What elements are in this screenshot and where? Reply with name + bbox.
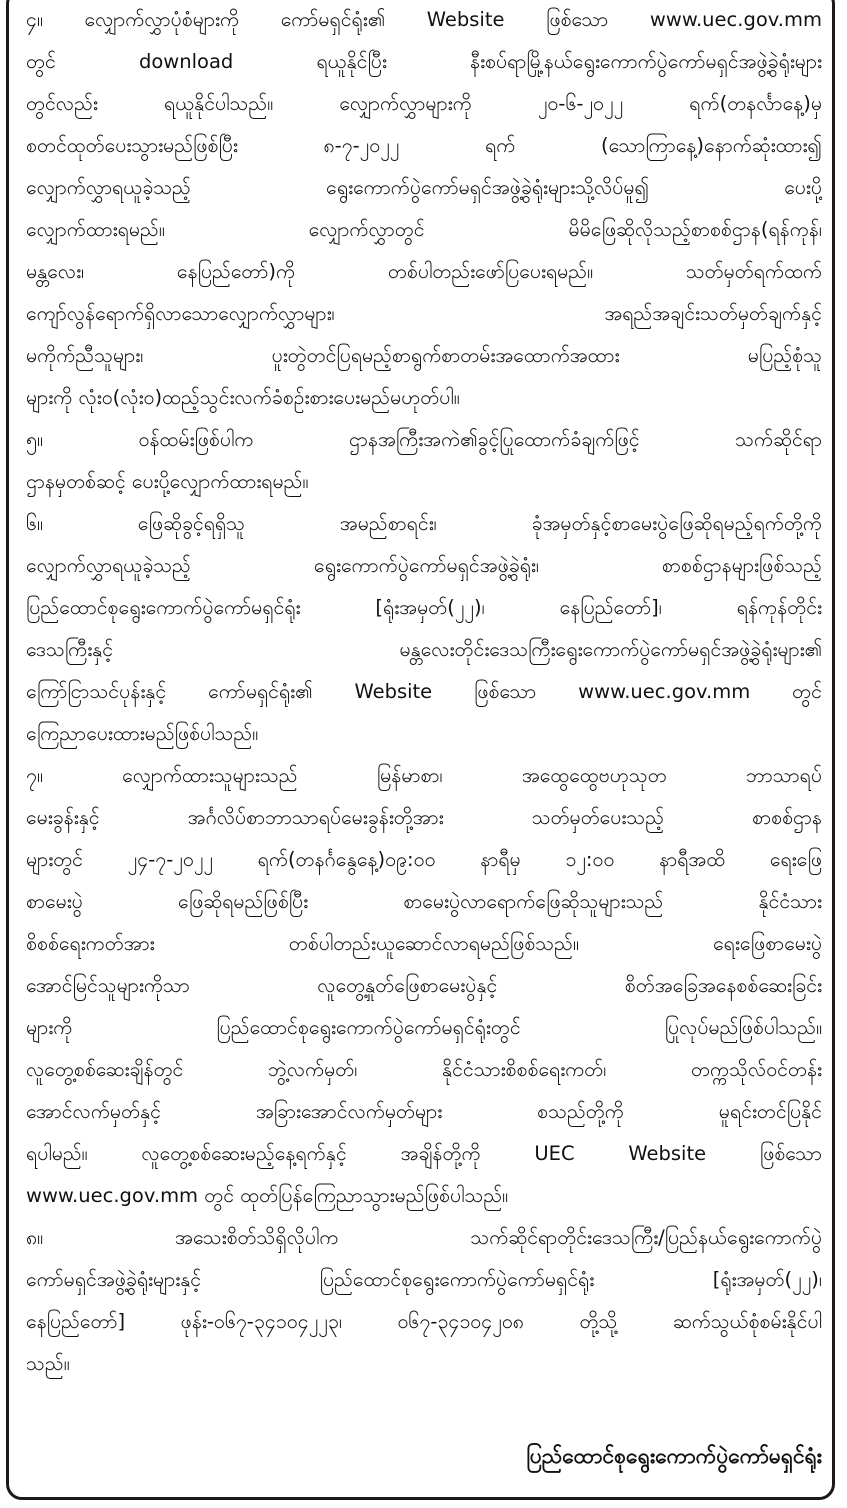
text-line: စိစစ်ရေးကတ်အား တစ်ပါတည်းယူဆောင်လာရမည်ဖြစ်သည်။ ရေးဖြေစာမေးပွဲ [26,932,822,955]
text-line: အောင်မြင်သူများကိုသာ လူတွေ့နှုတ်ဖြေစာမေးပွဲနှင့် စိတ်အခြေအနေစစ်ဆေးခြင်း [26,974,822,997]
text-line: နေပြည်တော်] ဖုန်း-၀၆၇-၃၄၁၀၄၂၂၃၊ ၀၆၇-၃၄၁၀၄၂၀၈ တို့သို့ ဆက်သွယ်စုံစမ်းနိုင်ပါ [26,1310,822,1333]
text-line: ကြေညာပေးထားမည်ဖြစ်ပါသည်။ [26,722,259,745]
text-line: များတွင် ၂၄-၇-၂၀၂၂ ရက်(တနင်္ဂနွေနေ့)၀၉:၀၀ နာရီမှ ၁၂:၀၀ နာရီအထိ ရေးဖြေ [26,848,822,871]
text-line: www.uec.gov.mm တွင် ထုတ်ပြန်ကြေညာသွားမည်ဖြစ်ပါသည်။ [26,1184,509,1207]
text-line: ကျော်လွန်ရောက်ရှိလာသောလျှောက်လွှာများ၊ အရည်အချင်းသတ်မှတ်ချက်နှင့် [26,302,822,325]
text-line: မန္တလေး၊ နေပြည်တော်)ကို တစ်ပါတည်းဖော်ပြပေးရမည်။ သတ်မှတ်ရက်ထက် [26,260,822,283]
text-line: ၅။ ၀န်ထမ်းဖြစ်ပါက ဌာနအကြီးအကဲ၏ခွင့်ပြုထောက်ခံချက်ဖြင့် သက်ဆိုင်ရာ [26,428,822,451]
text-line: များကို ပြည်ထောင်စုရွေးကောက်ပွဲကော်မရှင်ရုံးတွင် ပြုလုပ်မည်ဖြစ်ပါသည်။ [26,1016,822,1039]
text-line: ၆။ ဖြေဆိုခွင့်ရရှိသူ အမည်စာရင်း၊ ခုံအမှတ်နှင့်စာမေးပွဲဖြေဆိုရမည့်ရက်တို့ကို [26,512,822,535]
text-line: အောင်လက်မှတ်နှင့် အခြားအောင်လက်မှတ်များ စသည်တို့ကို မူရင်းတင်ပြနိုင် [26,1100,822,1123]
text-line: ၄။ လျှောက်လွှာပုံစံများကို ကော်မရှင်ရုံး၏ Website ဖြစ်သော www.uec.gov.mm [26,8,822,31]
text-line: ၇။ လျှောက်ထားသူများသည် မြန်မာစာ၊ အထွေထွေဗဟုသုတ ဘာသာရပ် [26,764,822,787]
text-line: မကိုက်ညီသူများ၊ ပူးတွဲတင်ပြရမည့်စာရွက်စာတမ်းအထောက်အထား မပြည့်စုံသူ [26,344,822,367]
text-line: စာမေးပွဲ ဖြေဆိုရမည်ဖြစ်ပြီး စာမေးပွဲလာရောက်ဖြေဆိုသူများသည် နိုင်ငံသား [26,890,822,913]
text-line: တွင်လည်း ရယူနိုင်ပါသည်။ လျှောက်လွှာများကို ၂၀-၆-၂၀၂၂ ရက်(တနင်္လာနေ့)မှ [26,92,822,115]
text-line: လျှောက်ထားရမည်။ လျှောက်လွှာတွင် မိမိဖြေဆိုလိုသည့်စာစစ်ဌာန(ရန်ကုန်၊ [26,218,822,241]
text-line: လျှောက်လွှာရယူခဲ့သည့် ရွေးကောက်ပွဲကော်မရှင်အဖွဲ့ခွဲရုံး၊ စာစစ်ဌာနများဖြစ်သည့် [26,554,822,577]
text-line: သည်။ [26,1352,70,1375]
text-line: မေးခွန်းနှင့် အင်္ဂလိပ်စာဘာသာရပ်မေးခွန်းတို့အား သတ်မှတ်ပေးသည့် စာစစ်ဌာန [26,806,822,829]
text-line: ဒေသကြီးနှင့် မန္တလေးတိုင်းဒေသကြီးရွေးကောက်ပွဲကော်မရှင်အဖွဲ့ခွဲရုံးများ၏ [26,638,822,661]
text-line: ၈။ အသေးစိတ်သိရှိလိုပါက သက်ဆိုင်ရာတိုင်းဒေသကြီး/ပြည်နယ်ရွေးကောက်ပွဲ [26,1226,822,1249]
text-line: ကော်မရှင်အဖွဲ့ခွဲရုံးများနှင့် ပြည်ထောင်စုရွေးကောက်ပွဲကော်မရှင်ရုံး [ရုံးအမှတ်(၂၂)၊ [26,1268,822,1291]
text-line: ကြော်ငြာသင်ပုန်းနှင့် ကော်မရှင်ရုံး၏ Website ဖြစ်သော www.uec.gov.mm တွင် [26,680,822,703]
text-line: လျှောက်လွှာရယူခဲ့သည့် ရွေးကောက်ပွဲကော်မရှင်အဖွဲ့ခွဲရုံးများသို့လိပ်မူ၍ ပေးပို့ [26,176,822,199]
text-line: များကို လုံး၀(လုံး၀)ထည့်သွင်းလက်ခံစဉ်းစားပေးမည်မဟုတ်ပါ။ [26,386,460,409]
issuer-signature: ပြည်ထောင်စုရွေးကောက်ပွဲကော်မရှင်ရုံး [526,1444,822,1468]
text-line: လူတွေ့စစ်ဆေးချိန်တွင် ဘွဲ့လက်မှတ်၊ နိုင်ငံသားစိစစ်ရေးကတ်၊ တက္ကသိုလ်ဝင်တန်း [26,1058,822,1081]
text-line: ရပါမည်။ လူတွေ့စစ်ဆေးမည့်နေ့ရက်နှင့် အချိန်တို့ကို UEC Website ဖြစ်သော [26,1142,822,1165]
text-line: စတင်ထုတ်ပေးသွားမည်ဖြစ်ပြီး ၈-၇-၂၀၂၂ ရက် (သောကြာနေ့)နောက်ဆုံးထား၍ [26,134,822,157]
announcement-body [26,0,822,1508]
text-line: ဌာနမှတစ်ဆင့် ပေးပို့လျှောက်ထားရမည်။ [26,470,309,493]
text-line: တွင် download ရယူနိုင်ပြီး နီးစပ်ရာမြို့နယ်ရွေးကောက်ပွဲကော်မရှင်အဖွဲ့ခွဲရုံးများ [26,50,822,73]
text-line: ပြည်ထောင်စုရွေးကောက်ပွဲကော်မရှင်ရုံး [ရုံးအမှတ်(၂၂)၊ နေပြည်တော်]၊ ရန်ကုန်တိုင်း [26,596,822,619]
